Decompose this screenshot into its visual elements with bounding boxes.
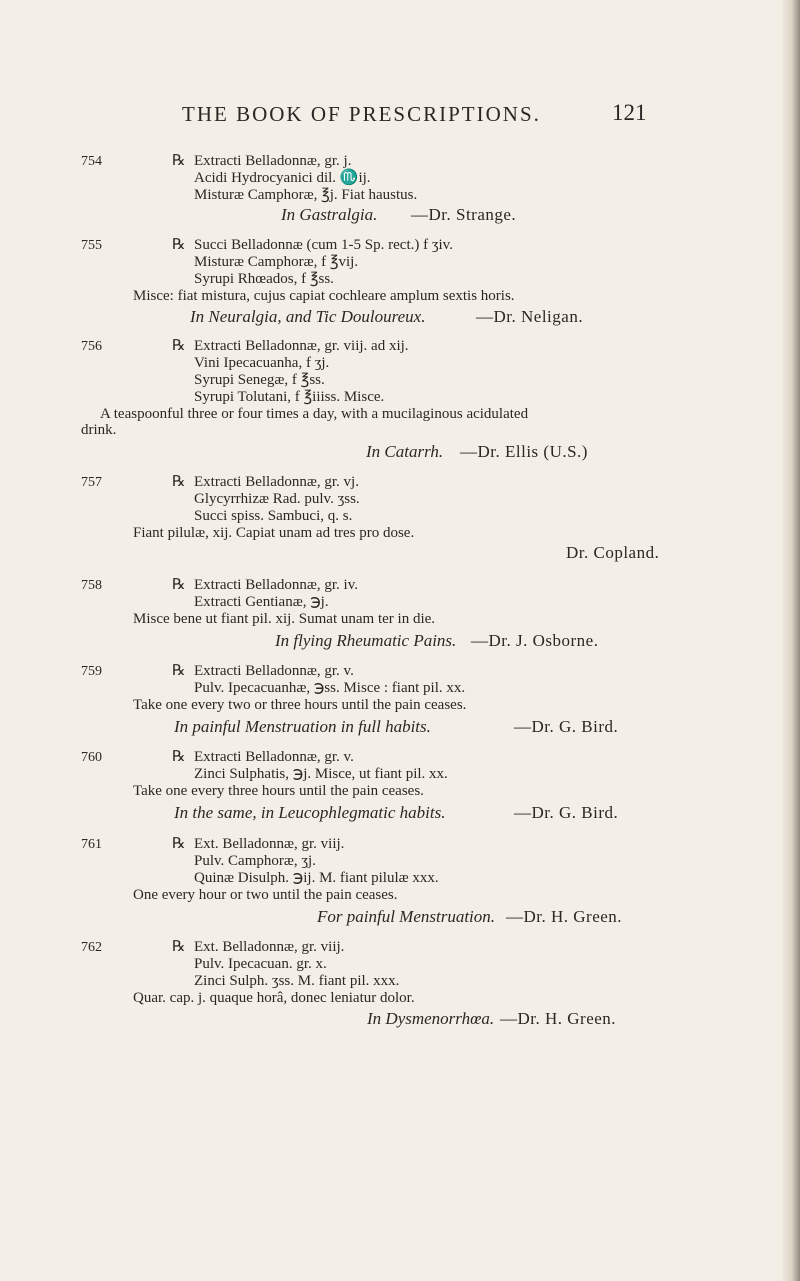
directions: Take one every two or three hours until the pain ceases. xyxy=(133,697,467,713)
ingredient-line: Syrupi Rhœados, f ℥ss. xyxy=(194,271,334,287)
running-title: THE BOOK OF PRESCRIPTIONS. xyxy=(182,102,541,126)
ingredient-line: Extracti Belladonnæ, gr. v. xyxy=(194,663,354,679)
prescription-number: 760 xyxy=(81,750,102,765)
recipe-symbol: ℞ xyxy=(172,153,186,169)
author-credit: —Dr. Ellis (U.S.) xyxy=(460,442,588,461)
ingredient-line: Misturæ Camphoræ, f ℥vij. xyxy=(194,254,359,270)
indication-heading: In Gastralgia. xyxy=(281,205,378,224)
indication-heading: In painful Menstruation in full habits. xyxy=(174,717,431,736)
directions: Quar. cap. j. quaque horâ, donec leniatur dolor. xyxy=(133,990,415,1006)
indication-heading: In Neuralgia, and Tic Douloureux. xyxy=(190,307,426,326)
ingredient-line: Quinæ Disulph. ℈ij. M. fiant pilulæ xxx. xyxy=(194,870,439,886)
prescription-number: 762 xyxy=(81,940,102,955)
author-credit: —Dr. Neligan. xyxy=(476,307,584,326)
ingredient-line: Extracti Belladonnæ, gr. v. xyxy=(194,749,354,765)
ingredient-line: Extracti Belladonnæ, gr. j. xyxy=(194,153,352,169)
ingredient-line: Pulv. Ipecacuanhæ, ℈ss. Misce : fiant pil. xx. xyxy=(194,680,466,696)
ingredient-line: Syrupi Senegæ, f ℥ss. xyxy=(194,372,325,388)
directions: Fiant pilulæ, xij. Capiat unam ad tres pro dose. xyxy=(133,525,415,541)
recipe-symbol: ℞ xyxy=(172,474,186,490)
page-edge-shadow xyxy=(782,0,800,1281)
prescription-number: 756 xyxy=(81,339,102,354)
prescription-number: 754 xyxy=(81,154,102,169)
prescription-number: 761 xyxy=(81,837,102,852)
directions: A teaspoonful three or four times a day, with a mucilaginous acidulated xyxy=(100,406,529,422)
page-number: 121 xyxy=(612,100,647,125)
ingredient-line: Extracti Belladonnæ, gr. iv. xyxy=(194,577,358,593)
directions: One every hour or two until the pain ceases. xyxy=(133,887,398,903)
prescription-number: 758 xyxy=(81,578,102,593)
recipe-symbol: ℞ xyxy=(172,939,186,955)
author-credit: —Dr. J. Osborne. xyxy=(471,631,599,650)
ingredient-line: Extracti Belladonnæ, gr. viij. ad xij. xyxy=(194,338,409,354)
recipe-symbol: ℞ xyxy=(172,577,186,593)
ingredient-line: Zinci Sulph. ʒss. M. fiant pil. xxx. xyxy=(194,973,400,989)
author-credit: Dr. Copland. xyxy=(566,543,660,562)
prescription-number: 755 xyxy=(81,238,102,253)
ingredient-line: Extracti Gentianæ, ℈j. xyxy=(194,594,329,610)
directions: Misce bene ut fiant pil. xij. Sumat unam ter in die. xyxy=(133,611,436,627)
ingredient-line: Glycyrrhizæ Rad. pulv. ʒss. xyxy=(194,491,360,507)
prescription-number: 757 xyxy=(81,475,102,490)
author-credit: —Dr. G. Bird. xyxy=(514,803,619,822)
recipe-symbol: ℞ xyxy=(172,237,186,253)
recipe-symbol: ℞ xyxy=(172,749,186,765)
ingredient-line: Misturæ Camphoræ, ℥j. Fiat haustus. xyxy=(194,187,418,203)
recipe-symbol: ℞ xyxy=(172,663,186,679)
directions: Misce: fiat mistura, cujus capiat cochleare amplum sextis horis. xyxy=(133,288,515,304)
ingredient-line: Succi Belladonnæ (cum 1-5 Sp. rect.) f ʒiv. xyxy=(194,237,453,253)
ingredient-line: Pulv. Ipecacuan. gr. x. xyxy=(194,956,327,972)
ingredient-line: Ext. Belladonnæ, gr. viij. xyxy=(194,939,345,955)
ingredient-line: Succi spiss. Sambuci, q. s. xyxy=(194,508,353,524)
directions: Take one every three hours until the pain ceases. xyxy=(133,783,424,799)
indication-heading: In Catarrh. xyxy=(366,442,444,461)
author-credit: —Dr. H. Green. xyxy=(500,1009,617,1028)
ingredient-line: Syrupi Tolutani, f ℥iiiss. Misce. xyxy=(194,389,385,405)
prescription-number: 759 xyxy=(81,664,102,679)
indication-heading: In Dysmenorrhœa. xyxy=(367,1009,495,1028)
author-credit: —Dr. G. Bird. xyxy=(514,717,619,736)
ingredient-line: Vini Ipecacuanha, f ʒj. xyxy=(194,355,330,371)
recipe-symbol: ℞ xyxy=(172,836,186,852)
ingredient-line: Zinci Sulphatis, ℈j. Misce, ut fiant pil. xx. xyxy=(194,766,448,782)
ingredient-line: Extracti Belladonnæ, gr. vj. xyxy=(194,474,359,490)
directions-continued: drink. xyxy=(81,422,117,438)
indication-heading: For painful Menstruation. xyxy=(317,907,496,926)
author-credit: —Dr. Strange. xyxy=(411,205,517,224)
recipe-symbol: ℞ xyxy=(172,338,186,354)
indication-heading: In flying Rheumatic Pains. xyxy=(275,631,457,650)
author-credit: —Dr. H. Green. xyxy=(506,907,623,926)
ingredient-line: Ext. Belladonnæ, gr. viij. xyxy=(194,836,345,852)
ingredient-line: Acidi Hydrocyanici dil. ♏ij. xyxy=(194,170,371,186)
indication-heading: In the same, in Leucophlegmatic habits. xyxy=(174,803,446,822)
running-header xyxy=(0,102,782,130)
ingredient-line: Pulv. Camphoræ, ʒj. xyxy=(194,853,316,869)
